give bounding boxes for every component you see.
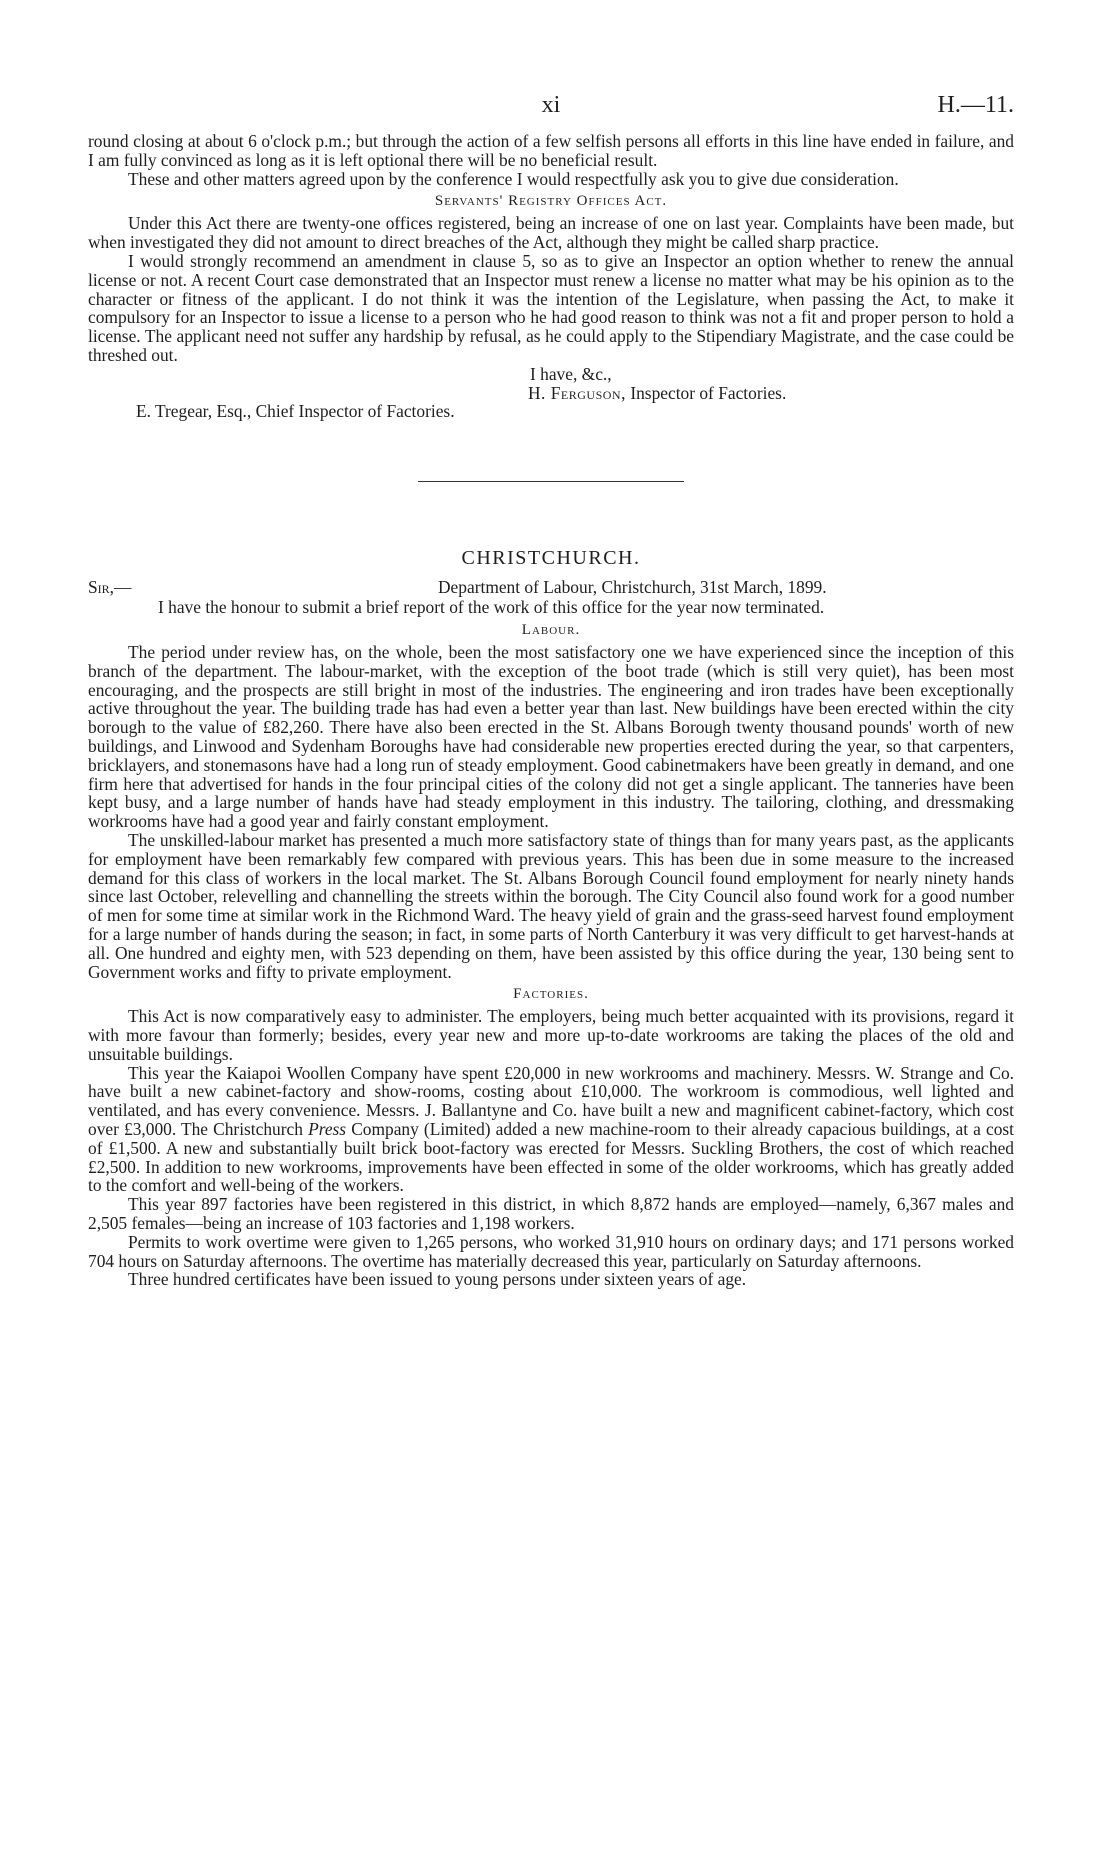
page-number: xi [541, 92, 561, 118]
document-page [88, 92, 1014, 1289]
page-header [88, 92, 1014, 132]
factories-paragraph-2 [88, 1064, 1014, 1196]
signature-name: H. Ferguson, [528, 382, 626, 403]
signature [88, 384, 1014, 403]
registry-paragraph: Under this Act there are twenty-one offices registered, being an increase of one on last year. Complaints have been made, but when investigated they did not amount to direct breaches of the Act, although they might be called sharp practice. [88, 213, 1014, 253]
section-heading-factories: Factories. [513, 986, 589, 1003]
factories-paragraph-1: This Act is now comparatively easy to administer. The employers, being much better acquainted with its provisions, regard it with more favour than formerly; besides, every year new and more up-to-date workrooms are taking the places of the old and unsuitable buildings. [88, 1006, 1014, 1064]
closing-phrase: I have, &c., [530, 363, 612, 384]
factories-paragraph-3: This year 897 factories have been registered in this district, in which 8,872 hands are employed—namely, 6,367 males and 2,505 females—being an increase of 103 factories and 1,198 workers. [88, 1194, 1014, 1234]
factories-paragraph-5: Three hundred certificates have been issued to young persons under sixteen years of age. [128, 1269, 747, 1290]
conference-paragraph: These and other matters agreed upon by the conference I would respectfully ask you to give due consideration. [128, 168, 899, 189]
continued-paragraph: round closing at about 6 o'clock p.m.; but through the action of a few selfish persons all efforts in this line have ended in failure, and I am fully convinced as long as it is left optional there will be no beneficial result. [88, 131, 1014, 170]
section-title-christchurch: CHRISTCHURCH. [461, 547, 641, 570]
labour-paragraph-2: The unskilled-labour market has presented a much more satisfactory state of things than for many years past, as the applicants for employment have been remarkably few compared with previous years. This has been due in some measure to the increased demand for this class of workers in the local market. The St. Albans Borough Council found employment for nearly ninety hands since last October, relevelling and channelling the streets within the borough. The City Council also found work for a good number of men for some time at similar work in the Richmond Ward. The heavy yield of grain and the grass-seed harvest found employment for a large number of hands during the season; in fact, in some parts of North Canterbury it was very difficult to get harvest-hands at all. One hundred and eighty men, with 523 depending on them, have been assisted by this office during the year, 130 being sent to Government works and fifty to private employment. [88, 829, 1014, 982]
addressee: E. Tregear, Esq., Chief Inspector of Factories. [136, 401, 455, 422]
factories-p2-part-a: This year the Kaiapoi Woollen Company have spent £20,000 in new workrooms and machinery. Messrs. W. Strange and Co. have built a new cabinet-factory and show-rooms, costing about £10,000. The workroom is commodious, well lighted and ventilated, and has every convenience. Messrs. J. Ballantyne and Co. have built a new and magnificent cabinet-factory, which cost over £3,000. The Christchurch [88, 1062, 1014, 1140]
section-heading-labour: Labour. [521, 621, 581, 638]
dateline: Department of Labour, Christchurch, 31st March, 1899. [438, 577, 827, 598]
document-reference: H.—11. [937, 92, 1014, 118]
amendment-paragraph: I would strongly recommend an amendment in clause 5, so as to give an Inspector an option whether to renew the annual license or not. A recent Court case demonstrated that an Inspector must renew a license no matter what may be his opinion as to the character or fitness of the applicant. I do not think it was the intention of the Legislature, when passing the Act, to make it compulsory for an Inspector to issue a license to a person who he had good reason to think was not a fit and proper person to hold a license. The applicant need not suffer any hardship by refusal, as he could apply to the Stipendiary Magistrate, and the case could be threshed out. [88, 250, 1014, 365]
press-name: Press [308, 1119, 347, 1140]
factories-p2-part-b: Company (Limited) added a new machine-room to their already capacious buildings, at a cost of £1,500. A new and substantially built brick boot-factory was erected for Messrs. Suckling Brothers, the cost of which reached £2,500. In addition to new workrooms, improvements have been effected in some of the older workrooms, which has greatly added to the comfort and well-being of the workers. [88, 1119, 1014, 1196]
salutation: Sir,— [88, 577, 132, 598]
salutation-line [88, 578, 1014, 598]
section-heading-registry: Servants' Registry Offices Act. [434, 193, 668, 210]
labour-paragraph-1: The period under review has, on the whole, been the most satisfactory one we have experienced since the inception of this branch of the department. The labour-market, with the exception of the boot trade (which is still very quiet), has been most encouraging, and the prospects are still bright in most of the industries. The engineering and iron trades have been exceptionally active throughout the year. The building trade has had even a better year than last. New buildings have been erected within the city borough to the value of £82,260. There have also been erected in the St. Albans Borough twenty thousand pounds' worth of new buildings, and Linwood and Sydenham Boroughs have had considerable new properties erected during the year, so that carpenters, bricklayers, and stonemasons have had a long run of steady employment. Good cabinetmakers have been greatly in demand, and one firm here that advertised for hands in the four principal cities of the colony did not get a single applicant. The tanneries have been kept busy, and a large number of hands have had steady employment in this industry. The tailoring, clothing, and dressmaking workrooms have had a good year and fairly constant employment. [88, 641, 1014, 832]
intro-paragraph: I have the honour to submit a brief report of the work of this office for the year now terminated. [158, 597, 825, 618]
factories-paragraph-4: Permits to work overtime were given to 1,265 persons, who worked 31,910 hours on ordinary days; and 171 persons worked 704 hours on Saturday afternoons. The overtime has materially decreased this year, particularly on Saturday afternoons. [88, 1231, 1014, 1271]
signature-title: Inspector of Factories. [630, 382, 787, 403]
section-divider [418, 481, 684, 482]
